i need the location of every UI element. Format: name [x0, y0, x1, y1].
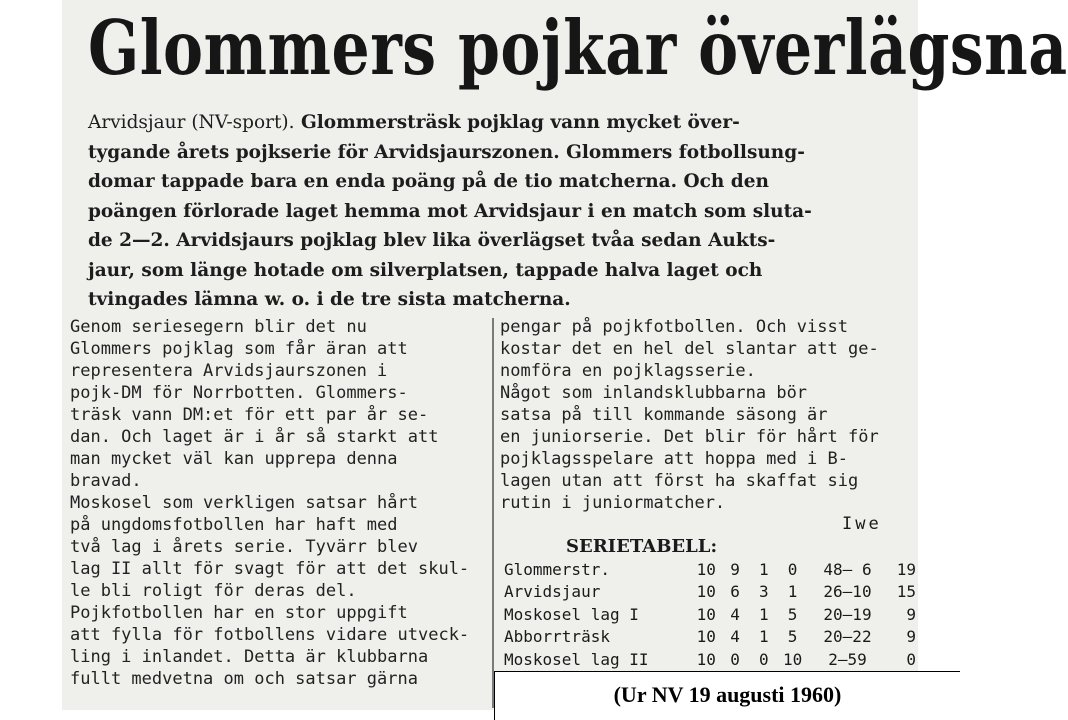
table-cell-played: 10 [696, 649, 716, 669]
table-cell-drawn: 1 [759, 627, 769, 647]
table-row [500, 626, 920, 649]
table-cell-drawn: 0 [759, 649, 769, 669]
body-line: ling i inlandet. Detta är klubbarna [70, 647, 429, 667]
table-cell-won: 4 [730, 604, 740, 624]
source-caption: (Ur NV 19 augusti 1960) [613, 682, 842, 707]
table-cell-points: 0 [906, 649, 916, 669]
body-line: Moskosel som verkligen satsar hårt [70, 493, 418, 513]
table-cell-won: 9 [730, 559, 740, 579]
table-cell-team: Abborrträsk [504, 627, 610, 647]
table-row [500, 648, 920, 671]
lead-line: tygande årets pojkserie för Arvidsjaurszonen. Glommers fotbollsung- [88, 141, 805, 163]
table-cell-won: 6 [730, 582, 740, 602]
table-cell-played: 10 [696, 604, 716, 624]
table-row [500, 603, 920, 626]
body-line: en juniorserie. Det blir för hårt för [500, 427, 879, 447]
table-cell-team: Glommerstr. [504, 559, 610, 579]
table-cell-lost: 1 [787, 582, 798, 602]
table-cell-played: 10 [696, 559, 716, 579]
table-cell-lost: 10 [782, 649, 803, 669]
body-line: Glommers pojklag som får äran att [70, 339, 408, 359]
body-line: fullt medvetna om och satsar gärna [70, 669, 418, 689]
body-line: två lag i årets serie. Tyvärr blev [70, 537, 418, 557]
body-line: lagen utan att först ha skaffat sig [500, 471, 859, 491]
table-cell-goals: 2—59 [828, 649, 867, 669]
lead-paragraph [88, 108, 898, 315]
body-line: bravad. [70, 471, 142, 491]
body-line: pengar på pojkfotbollen. Och visst [500, 317, 848, 337]
table-cell-team: Moskosel lag I [504, 604, 639, 624]
body-line: Något som inlandsklubbarna bör [500, 383, 808, 403]
body-line: pojk-DM för Norrbotten. Glommers- [70, 383, 408, 403]
table-cell-played: 10 [696, 627, 716, 647]
body-line: Pojkfotbollen har en stor uppgift [70, 603, 408, 623]
body-line: Genom seriesegern blir det nu [70, 317, 367, 337]
body-column-right [500, 316, 920, 514]
table-cell-drawn: 3 [759, 582, 769, 602]
table-cell-goals: 48— 6 [823, 559, 872, 579]
table-cell-lost: 0 [787, 559, 798, 579]
body-line: man mycket väl kan upprepa denna [70, 449, 398, 469]
body-line: lag II allt för svagt för att det skul- [70, 559, 470, 579]
caption-box [494, 671, 960, 720]
body-line: pojklagsspelare att hoppa med i B- [500, 449, 848, 469]
dateline: Arvidsjaur (NV-sport). [88, 112, 295, 133]
table-cell-played: 10 [696, 582, 716, 602]
table-cell-drawn: 1 [759, 559, 769, 579]
table-cell-points: 19 [896, 559, 916, 579]
table-cell-won: 4 [730, 627, 740, 647]
table-cell-lost: 5 [787, 604, 798, 624]
lead-line: jaur, som länge hotade om silverplatsen, tappade halva laget och [88, 259, 763, 281]
table-cell-won: 0 [730, 649, 740, 669]
lead-line: de 2—2. Arvidsjaurs pojklag blev lika överlägset tvåa sedan Aukts- [88, 230, 776, 251]
body-column-left [70, 316, 490, 690]
table-cell-team: Arvidsjaur [504, 582, 601, 602]
lead-line: domar tappade bara en enda poäng på de tio matcherna. Och den [88, 171, 769, 192]
table-title: SERIETABELL: [566, 536, 718, 557]
author-signature: Iwe [842, 514, 882, 534]
body-line: dan. Och laget är i år så starkt att [70, 427, 439, 447]
table-cell-goals: 26—10 [823, 582, 872, 602]
table-cell-points: 9 [906, 627, 916, 647]
body-line: le bli roligt för deras del. [70, 581, 357, 601]
lead-line: poängen förlorade laget hemma mot Arvidsjaur i en match som sluta- [88, 200, 812, 222]
table-cell-points: 15 [896, 582, 916, 602]
headline: Glommers pojkar överlägsna [88, 5, 1068, 93]
table-cell-drawn: 1 [759, 604, 769, 624]
table-cell-goals: 20—19 [823, 604, 872, 624]
table-cell-team: Moskosel lag II [504, 649, 649, 669]
body-line: nomföra en pojklagsserie. [500, 361, 756, 381]
body-line: rutin i juniormatcher. [500, 493, 726, 513]
table-row [500, 558, 920, 581]
table-cell-goals: 20—22 [823, 627, 872, 647]
body-line: att fylla för fotbollens vidare utveck- [70, 625, 470, 645]
body-line: kostar det en hel del slantar att ge- [500, 339, 879, 359]
league-table [500, 558, 920, 671]
body-line: träsk vann DM:et för ett par år se- [70, 405, 429, 425]
lead-line: tvingades lämna w. o. i de tre sista matcherna. [88, 289, 571, 310]
lead-line: Arvidsjaur (NV-sport). Glommersträsk pojklag vann mycket över- [88, 112, 740, 133]
body-line: satsa på till kommande säsong är [500, 405, 828, 425]
table-cell-points: 9 [906, 604, 916, 624]
body-line: representera Arvidsjaurszonen i [70, 361, 388, 381]
body-line: på ungdomsfotbollen har haft med [70, 515, 398, 535]
column-divider [492, 318, 494, 708]
table-row [500, 581, 920, 604]
table-cell-lost: 5 [787, 627, 798, 647]
